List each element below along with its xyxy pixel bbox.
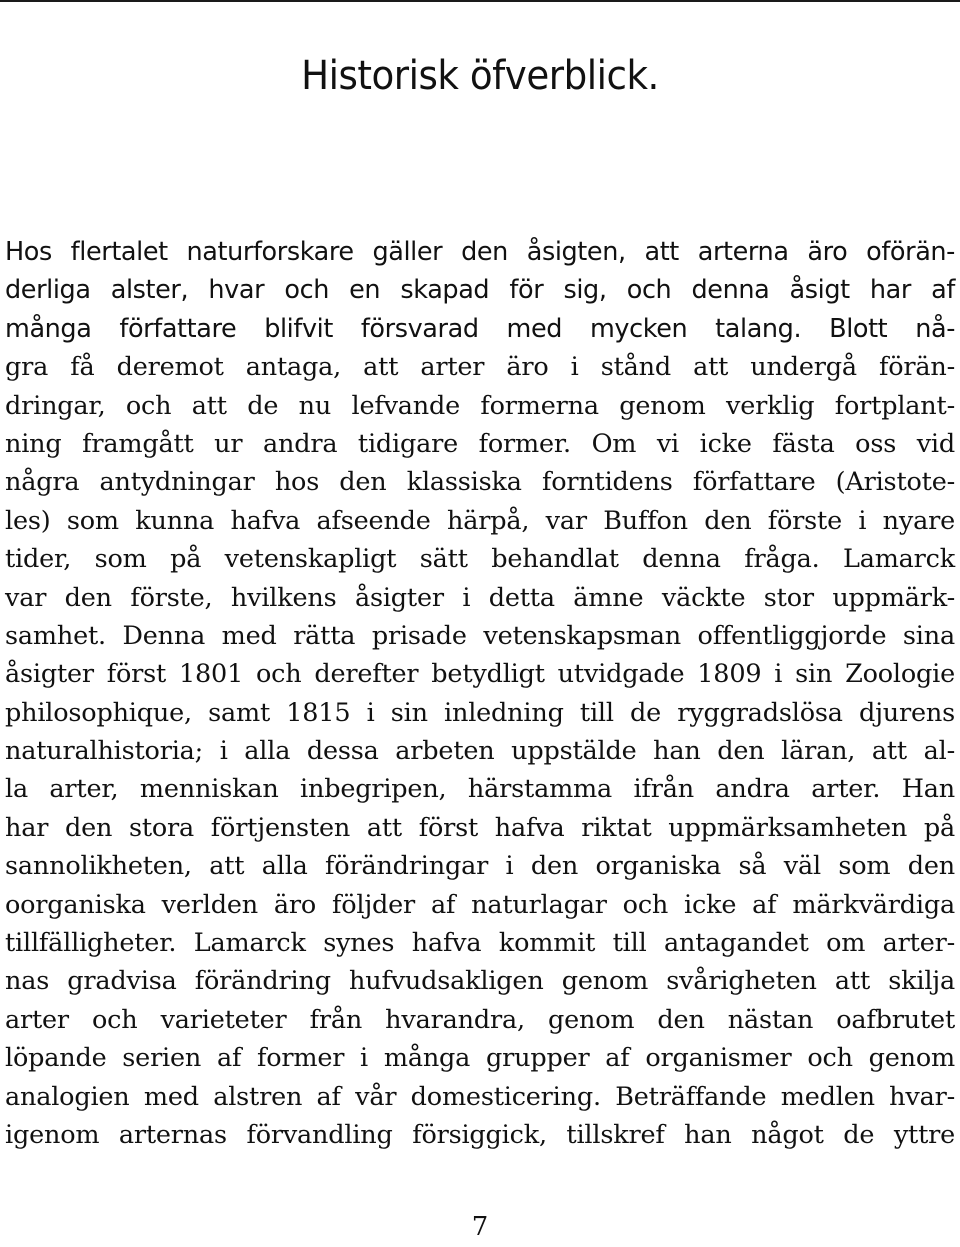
- text-line: nas gradvisa förändring hufvudsakligen genom svårigheten att skilja: [5, 966, 955, 997]
- text-line: samhet. Denna med rätta prisade vetenskapsman offentliggjorde sina: [5, 620, 955, 651]
- page-title: Historisk öfverblick.: [301, 53, 659, 99]
- text-line: derliga alster, hvar och en skapad för sig, och denna åsigt har af: [5, 275, 955, 306]
- text-line: philosophique, samt 1815 i sin inledning till de ryggradslösa djurens: [5, 697, 955, 728]
- text-line: igenom arternas förvandling försiggick, tillskref han något de yttre: [5, 1119, 955, 1150]
- text-line: var den förste, hvilkens åsigter i detta ämne väckte stor uppmärk-: [5, 582, 955, 613]
- top-rule: [0, 0, 960, 2]
- text-line: gra få deremot antaga, att arter äro i stånd att undergå förän-: [5, 352, 955, 383]
- text-line: ning framgått ur andra tidigare former. Om vi icke fästa oss vid: [5, 428, 955, 459]
- text-line: några antydningar hos den klassiska forntidens författare (Aristote-: [5, 467, 955, 498]
- page-number: 7: [471, 1212, 489, 1242]
- text-line: arter och varieteter från hvarandra, genom den nästan oafbrutet: [5, 1004, 955, 1035]
- text-line: oorganiska verlden äro följder af naturlagar och icke af märkvärdiga: [5, 889, 955, 920]
- text-line: åsigter först 1801 och derefter betydligt utvidgade 1809 i sin Zoologie: [5, 659, 955, 690]
- text-line: har den stora förtjensten att först hafva riktat uppmärksamheten på: [5, 812, 955, 843]
- text-line: tillfälligheter. Lamarck synes hafva kommit till antagandet om arter-: [5, 928, 955, 959]
- text-line: analogien med alstren af vår domesticering. Beträffande medlen hvar-: [5, 1081, 955, 1112]
- text-line: la arter, menniskan inbegripen, härstamma ifrån andra arter. Han: [5, 774, 955, 805]
- text-line: löpande serien af former i många grupper af organismer och genom: [5, 1043, 955, 1074]
- text-line: många författare blifvit försvarad med mycken talang. Blott nå-: [5, 313, 955, 344]
- text-line: sannolikheten, att alla förändringar i den organiska så väl som den: [5, 851, 955, 882]
- text-line: les) som kunna hafva afseende härpå, var Buffon den förste i nyare: [5, 505, 955, 536]
- text-line: Hos flertalet naturforskare gäller den åsigten, att arterna äro oförän-: [5, 237, 955, 267]
- text-line: tider, som på vetenskapligt sätt behandlat denna fråga. Lamarck: [5, 544, 955, 575]
- text-line: naturalhistoria; i alla dessa arbeten uppstälde han den läran, att al-: [5, 736, 955, 767]
- text-line: dringar, och att de nu lefvande formerna genom verklig fortplant-: [5, 390, 955, 421]
- body-paragraph: [5, 233, 955, 1154]
